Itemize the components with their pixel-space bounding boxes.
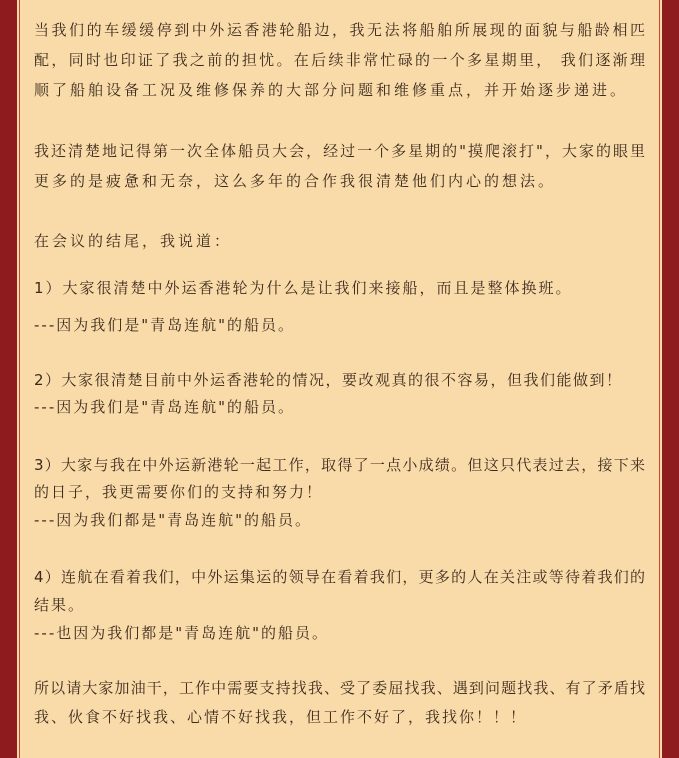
left-border-line [19, 0, 20, 758]
paragraph-line: 更多的是疲惫和无奈，这么多年的合作我很清楚他们内心的想法。 [34, 172, 557, 190]
paragraph-line: 配，同时也印证了我之前的担忧。在后续非常忙碌的一个多星期里， 我们逐渐理 [34, 51, 645, 69]
paragraph-line: 所以请大家加油干，工作中需要支持找我、受了委屈找我、遇到问题找我、有了矛盾找 [34, 679, 645, 697]
paragraph-line: 当我们的车缓缓停到中外运香港轮船边，我无法将船舶所展现的面貌与船龄相匹 [34, 21, 645, 39]
list-item-line: 4）连航在看着我们，中外运集运的领导在看着我们，更多的人在关注或等待着我们的 [34, 568, 645, 586]
paragraph-line: 我还清楚地记得第一次全体船员大会，经过一个多星期的"摸爬滚打"，大家的眼里 [34, 142, 645, 160]
paragraph-line: 顺了船舶设备工况及维修保养的大部分问题和维修重点，并开始逐步递进。 [34, 81, 629, 99]
paragraph-line: 在会议的结尾，我说道： [34, 232, 233, 250]
paragraph-line: 我、伙食不好找我、心情不好找我，但工作不好了，我找你！！！ [34, 708, 528, 726]
left-border [0, 0, 17, 758]
list-item-line: ---也因为我们都是"青岛连航"的船员。 [34, 624, 330, 642]
right-border [662, 0, 679, 758]
right-border-line [659, 0, 660, 758]
list-item-line: ---因为我们是"青岛连航"的船员。 [34, 316, 296, 334]
list-item-line: ---因为我们都是"青岛连航"的船员。 [34, 511, 313, 529]
list-item-line: 结果。 [34, 596, 86, 614]
list-item-line: 3）大家与我在中外运新港轮一起工作，取得了一点小成绩。但这只代表过去，接下来 [34, 456, 645, 474]
list-item-line: 2）大家很清楚目前中外运香港轮的情况，要改观真的很不容易，但我们能做到！ [34, 371, 623, 389]
list-item-line: 的日子，我更需要你们的支持和努力！ [34, 483, 324, 501]
list-item-line: ---因为我们是"青岛连航"的船员。 [34, 398, 296, 416]
list-item-line: 1）大家很清楚中外运香港轮为什么是让我们来接船，而且是整体换班。 [34, 279, 573, 297]
